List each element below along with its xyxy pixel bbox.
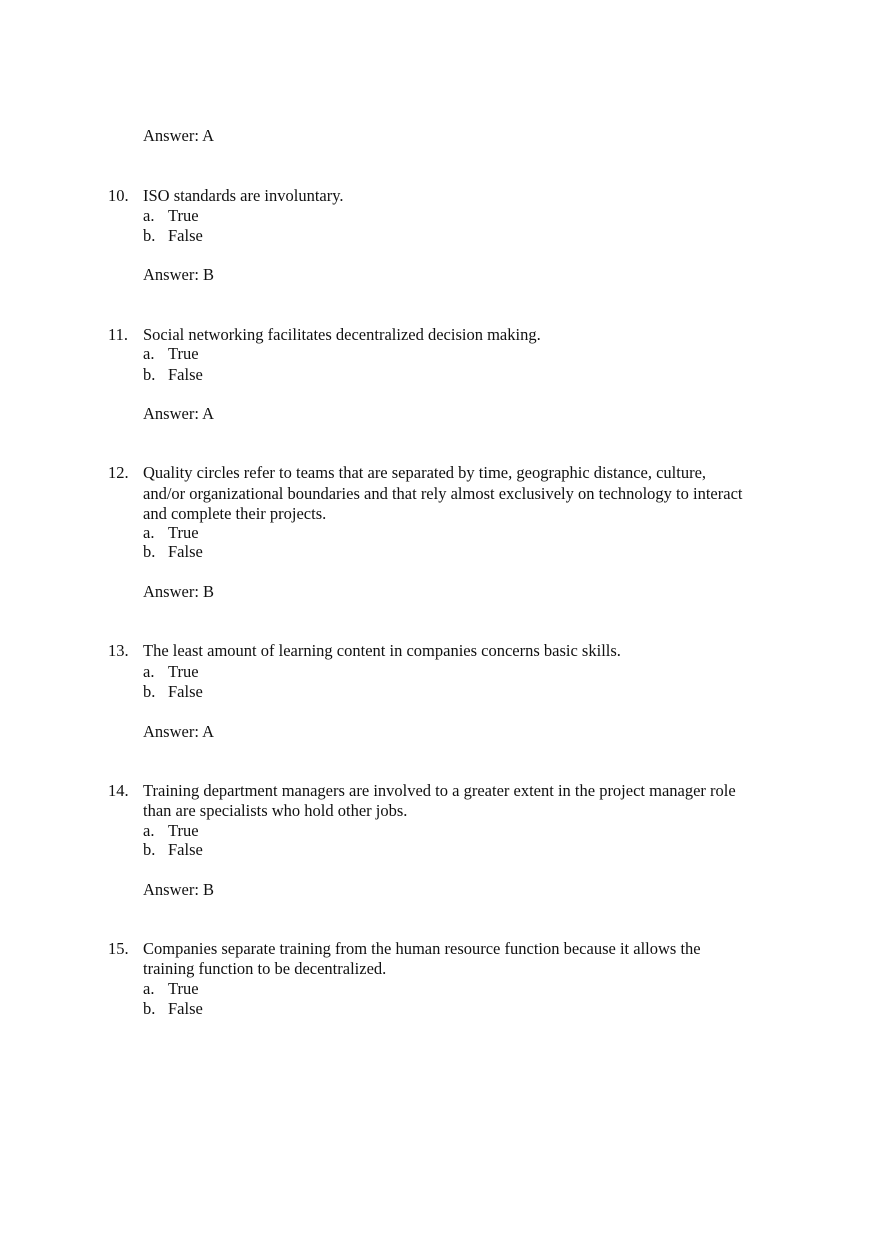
option-letter: a. <box>143 662 155 681</box>
answer-text: Answer: A <box>143 404 215 423</box>
option-letter: b. <box>143 682 156 701</box>
option-text: True <box>168 206 199 225</box>
option-letter: a. <box>143 979 155 998</box>
option-letter: b. <box>143 840 156 859</box>
option-text: True <box>168 523 199 542</box>
question-number: 13. <box>108 641 129 660</box>
option-letter: a. <box>143 344 155 363</box>
question-number: 10. <box>108 186 129 205</box>
answer-text: Answer: A <box>143 722 215 741</box>
question-number: 14. <box>108 781 129 800</box>
option-letter: b. <box>143 542 156 561</box>
question-text: Social networking facilitates decentralized decision making. <box>143 325 541 344</box>
question-number: 11. <box>108 325 129 344</box>
question-text: and complete their projects. <box>143 504 327 523</box>
option-text: False <box>168 682 203 701</box>
question-text: training function to be decentralized. <box>143 959 387 978</box>
question-text: than are specialists who hold other jobs. <box>143 801 408 820</box>
option-letter: a. <box>143 206 155 225</box>
option-letter: a. <box>143 523 155 542</box>
question-text: Training department managers are involved to a greater extent in the project manager role <box>143 781 736 800</box>
option-text: False <box>168 999 203 1018</box>
question-number: 15. <box>108 939 129 958</box>
option-text: False <box>168 365 203 384</box>
question-text: ISO standards are involuntary. <box>143 186 344 205</box>
option-text: True <box>168 662 199 681</box>
option-letter: b. <box>143 226 156 245</box>
option-letter: b. <box>143 365 156 384</box>
option-text: False <box>168 840 203 859</box>
answer-text: Answer: B <box>143 582 215 601</box>
option-text: True <box>168 344 199 363</box>
answer-text: Answer: B <box>143 880 215 899</box>
option-text: True <box>168 821 199 840</box>
option-letter: b. <box>143 999 156 1018</box>
option-text: False <box>168 226 203 245</box>
option-letter: a. <box>143 821 155 840</box>
option-text: True <box>168 979 199 998</box>
question-text: Quality circles refer to teams that are separated by time, geographic distance, culture, <box>143 463 707 482</box>
question-text: and/or organizational boundaries and that rely almost exclusively on technology to interact <box>143 484 743 503</box>
question-text: The least amount of learning content in companies concerns basic skills. <box>143 641 621 660</box>
answer-text: Answer: B <box>143 265 215 284</box>
option-text: False <box>168 542 203 561</box>
answer-text: Answer: A <box>143 126 215 145</box>
question-number: 12. <box>108 463 129 482</box>
question-text: Companies separate training from the human resource function because it allows the <box>143 939 701 958</box>
